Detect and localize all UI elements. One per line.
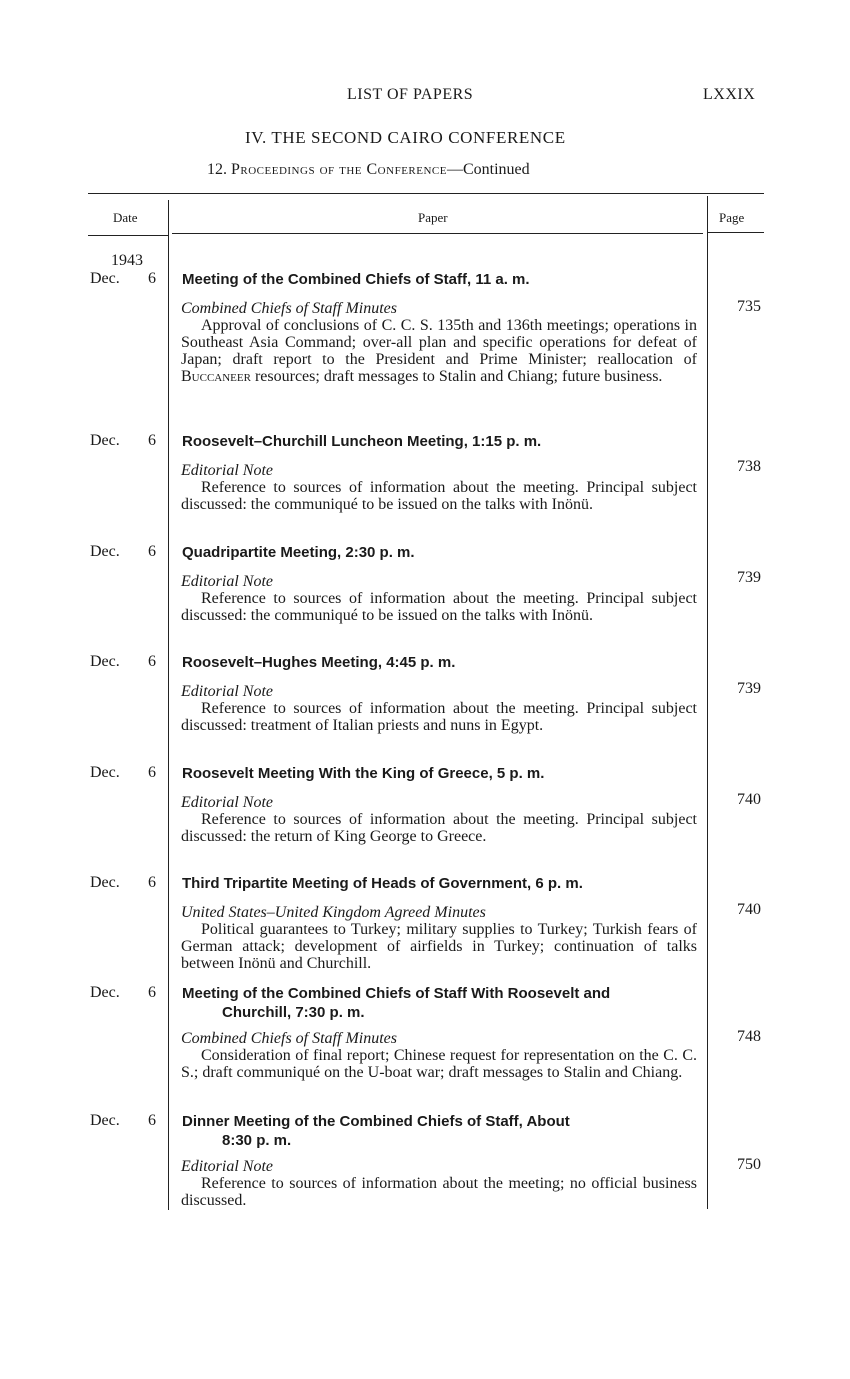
document-type: Editorial Note: [181, 794, 273, 811]
entry-heading: [182, 653, 700, 672]
column-header-page: Page: [719, 210, 745, 225]
table-top-rule: [88, 193, 764, 194]
entry-day: 6: [148, 764, 156, 781]
entry-day: 6: [148, 270, 156, 287]
page-reference: 739: [737, 569, 761, 586]
running-head: [0, 86, 850, 108]
entry-heading-text: Third Tripartite Meeting of Heads of Government, 6 p. m.: [182, 875, 583, 892]
code-name: Buccaneer: [181, 368, 251, 385]
entry-heading: [182, 874, 700, 893]
entry-month: Dec.: [90, 984, 120, 1001]
entry-day: 6: [148, 984, 156, 1001]
entry-heading-text: Roosevelt Meeting With the King of Greece, 5 p. m.: [182, 765, 545, 782]
section-title: [207, 161, 530, 179]
entry-heading: [182, 984, 700, 1022]
entry-month: Dec.: [90, 543, 120, 560]
entry-day: 6: [148, 874, 156, 891]
entry-summary: Reference to sources of information about the meeting. Principal subject discussed: the communiqué to be issued on the talks with Inönü.: [181, 479, 697, 513]
document-type: United States–United Kingdom Agreed Minutes: [181, 904, 486, 921]
document-type: Editorial Note: [181, 1158, 273, 1175]
date-column-divider: [168, 200, 169, 1210]
entry-day: 6: [148, 432, 156, 449]
entry-heading-text: Meeting of the Combined Chiefs of Staff, 11 a. m.: [182, 271, 530, 288]
entry-month: Dec.: [90, 874, 120, 891]
entry-month: Dec.: [90, 432, 120, 449]
section-number: 12.: [207, 161, 227, 178]
document-type: Editorial Note: [181, 683, 273, 700]
page-column-divider: [707, 196, 708, 1209]
entry-heading: [182, 270, 700, 289]
document-type: Combined Chiefs of Staff Minutes: [181, 1030, 397, 1047]
header-rule-page: [708, 232, 764, 233]
page-reference: 740: [737, 791, 761, 808]
entry-month: Dec.: [90, 653, 120, 670]
entry-summary: Reference to sources of information about the meeting. Principal subject discussed: the communiqué to be issued on the talks with Inönü.: [181, 590, 697, 624]
entry-summary: Reference to sources of information about the meeting. Principal subject discussed: treatment of Italian priests and nuns in Egypt.: [181, 700, 697, 734]
section-name: Proceedings of the Conference: [231, 161, 447, 178]
entry-summary: Consideration of final report; Chinese request for representation on the C. C. S.; draft communiqué on the U-boat war; draft messages to Stalin and Chiang.: [181, 1047, 697, 1081]
page-reference: 735: [737, 298, 761, 315]
entry-summary: Reference to sources of information about the meeting; no official business discussed.: [181, 1175, 697, 1209]
entry-heading: [182, 432, 700, 451]
document-type: Editorial Note: [181, 462, 273, 479]
entry-month: Dec.: [90, 1112, 120, 1129]
section-suffix: —Continued: [446, 161, 530, 178]
running-title: LIST OF PAPERS: [347, 86, 474, 103]
column-header-date: Date: [113, 210, 138, 225]
page-reference: 738: [737, 458, 761, 475]
entry-month: Dec.: [90, 270, 120, 287]
entry-heading-text: Meeting of the Combined Chiefs of Staff With Roosevelt and: [182, 985, 611, 1002]
entry-day: 6: [148, 1112, 156, 1129]
entry-month: Dec.: [90, 764, 120, 781]
page-reference: 748: [737, 1028, 761, 1045]
entry-heading: [182, 764, 700, 783]
page-folio: LXXIX: [703, 86, 756, 103]
page-reference: 739: [737, 680, 761, 697]
header-rule-paper: [172, 233, 703, 234]
year-label: 1943: [111, 252, 143, 269]
entry-summary: [181, 317, 697, 385]
entry-day: 6: [148, 653, 156, 670]
entry-day: 6: [148, 543, 156, 560]
column-header-paper: Paper: [418, 210, 448, 225]
entry-heading: [182, 543, 700, 562]
entry-heading: [182, 1112, 700, 1150]
entry-heading-text: Dinner Meeting of the Combined Chiefs of Staff, About: [182, 1113, 570, 1130]
entry-summary: Reference to sources of information about the meeting. Principal subject discussed: the return of King George to Greece.: [181, 811, 697, 845]
part-title: IV. THE SECOND CAIRO CONFERENCE: [245, 128, 566, 147]
entry-summary-text-end: resources; draft messages to Stalin and Chiang; future business.: [250, 368, 663, 385]
entry-heading-continuation: 8:30 p. m.: [222, 1132, 292, 1149]
entry-heading-text: Roosevelt–Churchill Luncheon Meeting, 1:15 p. m.: [182, 433, 542, 450]
entry-heading-text: Roosevelt–Hughes Meeting, 4:45 p. m.: [182, 654, 456, 671]
page-reference: 740: [737, 901, 761, 918]
document-type: Editorial Note: [181, 573, 273, 590]
entry-summary-text: Approval of conclusions of C. C. S. 135th and 136th meetings; operations in Southeast Asia Command; over-all plan and specific operations for defeat of Japan; draft report to the President and Prime Minister; reallocation of: [181, 317, 697, 368]
entry-heading-continuation: Churchill, 7:30 p. m.: [222, 1004, 365, 1021]
document-type: Combined Chiefs of Staff Minutes: [181, 300, 397, 317]
header-rule-date: [88, 235, 168, 236]
page-reference: 750: [737, 1156, 761, 1173]
entry-heading-text: Quadripartite Meeting, 2:30 p. m.: [182, 544, 415, 561]
entry-summary: Political guarantees to Turkey; military supplies to Turkey; Turkish fears of German attack; development of airfields in Turkey; continuation of talks between Inönü and Churchill.: [181, 921, 697, 972]
